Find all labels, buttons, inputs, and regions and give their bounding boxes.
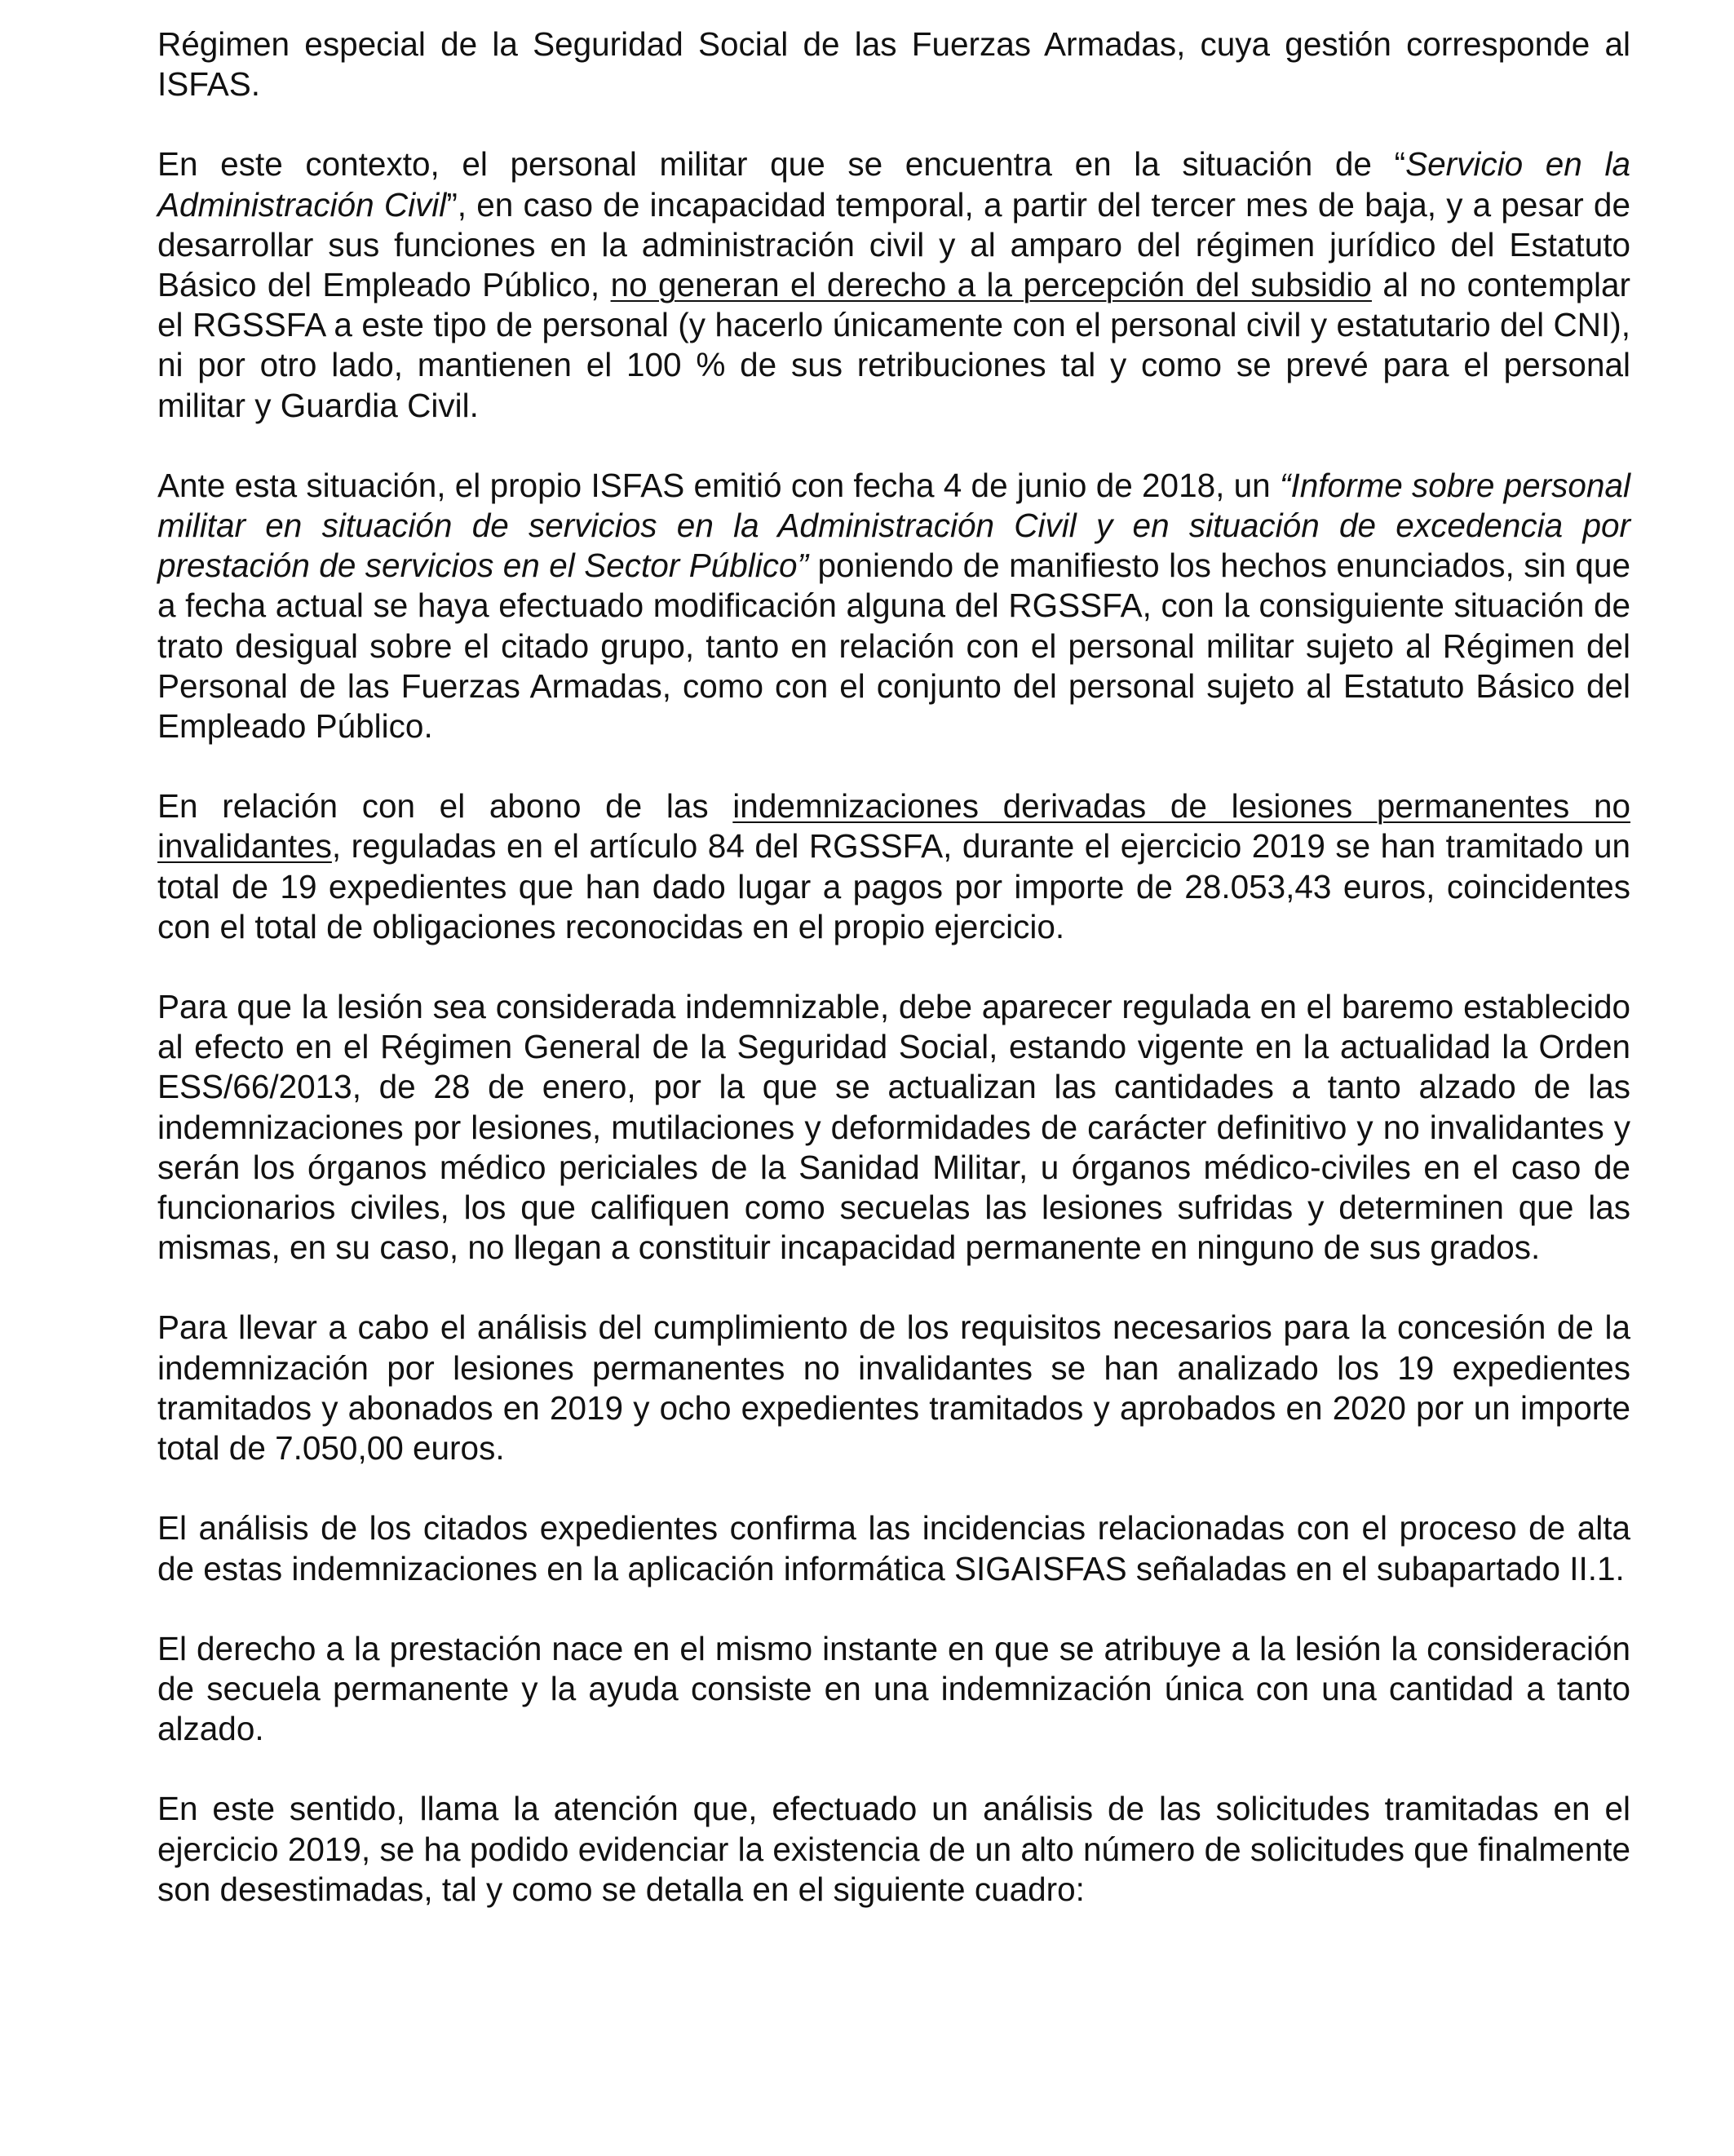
paragraph-3-text-c: poniendo de manifiesto los hechos enunciados, sin que a fecha actual se haya efectuado modificación alguna del RGSSFA, con la consiguiente situación de trato desigual sobre el citado grupo, tanto en relación con el personal militar sujeto al Régimen del Personal de las Fuerzas Armadas, como con el conjunto del personal sujeto al Estatuto Básico del Empleado Público. bbox=[157, 547, 1630, 746]
paragraph-2-text-c: ”, en caso de incapacidad temporal, a partir del tercer mes de baja, y a pesar de desarrollar sus funciones en la administración civil y al amparo del régimen jurídico del Estatuto Básico del Empleado Público, bbox=[157, 185, 1630, 304]
paragraph-4-underlined-indemnizaciones: indemnizaciones derivadas de lesiones permanentes no invalidantes bbox=[157, 787, 1630, 865]
paragraph-2-italic-situation: Servicio en la Administración Civil bbox=[157, 145, 1630, 224]
document-page bbox=[157, 24, 1630, 1910]
paragraph-2-text-a: En este contexto, el personal militar que se encuentra en la situación de “ bbox=[157, 145, 1406, 184]
paragraph-5: Para que la lesión sea considerada indemnizable, debe aparecer regulada en el baremo establecido al efecto en el Régimen General de la Seguridad Social, estando vigente en la actualidad la Orden ESS/66/2013, de 28 de enero, por la que se actualizan las cantidades a tanto alzado de las indemnizaciones por lesiones, mutilaciones y deformidades de carácter definitivo y no invalidantes y serán los órganos médico periciales de la Sanidad Militar, u órganos médico-civiles en el caso de funcionarios civiles, los que califiquen como secuelas las lesiones sufridas y determinen que las mismas, en su caso, no llegan a constituir incapacidad permanente en ninguno de sus grados. bbox=[157, 988, 1630, 1267]
paragraph-4-text-c: , reguladas en el artículo 84 del RGSSFA, durante el ejercicio 2019 se han tramitado un total de 19 expedientes que han dado lugar a pagos por importe de 28.053,43 euros, coincidentes con el total de obligaciones reconocidas en el propio ejercicio. bbox=[157, 827, 1630, 945]
paragraph-4 bbox=[157, 786, 1630, 947]
paragraph-2 bbox=[157, 144, 1630, 425]
paragraph-3-text-a: Ante esta situación, el propio ISFAS emitió con fecha 4 de junio de 2018, un bbox=[157, 466, 1280, 504]
paragraph-9: En este sentido, llama la atención que, efectuado un análisis de las solicitudes tramitadas en el ejercicio 2019, se ha podido evidenciar la existencia de un alto número de solicitudes que finalmente son desestimadas, tal y como se detalla en el siguiente cuadro: bbox=[157, 1790, 1630, 1908]
paragraph-3-italic-informe-title: “Informe sobre personal militar en situación de servicios en la Administración Civil y en situación de excedencia por prestación de servicios en el Sector Público” bbox=[157, 466, 1630, 585]
paragraph-6: Para llevar a cabo el análisis del cumplimiento de los requisitos necesarios para la concesión de la indemnización por lesiones permanentes no invalidantes se han analizado los 19 expedientes tramitados y abonados en 2019 y ocho expedientes tramitados y aprobados en 2020 por un importe total de 7.050,00 euros. bbox=[157, 1308, 1630, 1468]
paragraph-4-text-a: En relación con el abono de las bbox=[157, 787, 733, 826]
paragraph-1: Régimen especial de la Seguridad Social de las Fuerzas Armadas, cuya gestión corresponde al ISFAS. bbox=[157, 25, 1630, 104]
paragraph-2-underlined-subsidio: no generan el derecho a la percepción del subsidio bbox=[610, 266, 1372, 304]
paragraph-7: El análisis de los citados expedientes confirma las incidencias relacionadas con el proceso de alta de estas indemnizaciones en la aplicación informática SIGAISFAS señaladas en el subapartado II.1. bbox=[157, 1509, 1630, 1587]
paragraph-2-text-e: al no contemplar el RGSSFA a este tipo de personal (y hacerlo únicamente con el personal civil y estatutario del CNI), ni por otro lado, mantienen el 100 % de sus retribuciones tal y como se prevé para el personal militar y Guardia Civil. bbox=[157, 266, 1630, 424]
paragraph-3 bbox=[157, 466, 1630, 746]
paragraph-8: El derecho a la prestación nace en el mismo instante en que se atribuye a la lesión la consideración de secuela permanente y la ayuda consiste en una indemnización única con una cantidad a tanto alzado. bbox=[157, 1629, 1630, 1748]
